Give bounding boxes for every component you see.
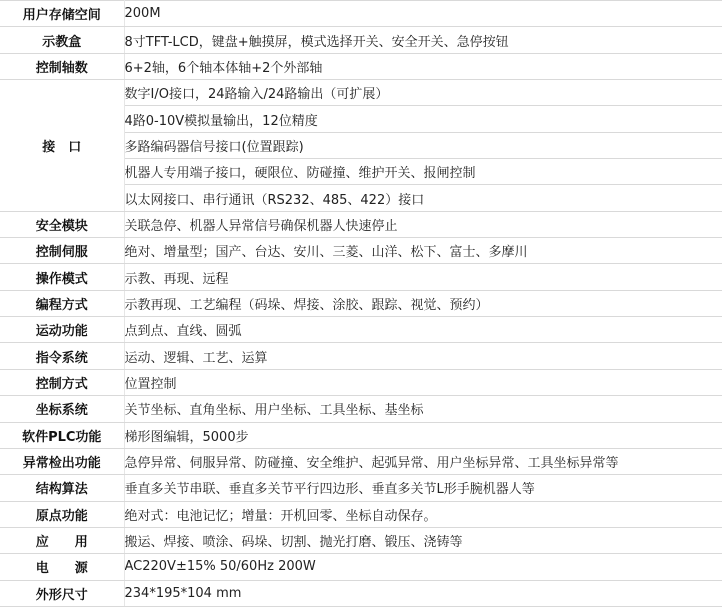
row-label: 软件PLC功能 (0, 422, 124, 448)
row-label: 安全模块 (0, 211, 124, 237)
row-label: 示教盒 (0, 27, 124, 53)
row-value: 200M (124, 1, 722, 27)
row-value: 6+2轴，6个轴本体轴+2个外部轴 (124, 53, 722, 79)
row-value: AC220V±15% 50/60Hz 200W (124, 554, 722, 580)
table-row (0, 211, 722, 237)
row-value: 运动、逻辑、工艺、运算 (124, 343, 722, 369)
row-value: 多路编码器信号接口(位置跟踪) (124, 132, 722, 158)
table-row (0, 343, 722, 369)
row-label: 原点功能 (0, 501, 124, 527)
row-label: 操作模式 (0, 264, 124, 290)
row-value: 位置控制 (124, 369, 722, 395)
row-label: 外形尺寸 (0, 580, 124, 606)
table-row (0, 53, 722, 79)
table-row (0, 1, 722, 27)
row-label: 应 用 (0, 527, 124, 553)
row-label: 控制轴数 (0, 53, 124, 79)
table-row (0, 264, 722, 290)
row-value: 8寸TFT-LCD，键盘+触摸屏，模式选择开关、安全开关、急停按钮 (124, 27, 722, 53)
row-value: 垂直多关节串联、垂直多关节平行四边形、垂直多关节L形手腕机器人等 (124, 475, 722, 501)
table-row (0, 396, 722, 422)
table-row (0, 238, 722, 264)
row-value: 点到点、直线、圆弧 (124, 317, 722, 343)
row-label: 结构算法 (0, 475, 124, 501)
row-value: 关联急停、机器人异常信号确保机器人快速停止 (124, 211, 722, 237)
table-row (0, 369, 722, 395)
row-value: 数字I/O接口，24路输入/24路输出（可扩展） (124, 80, 722, 106)
row-value: 机器人专用端子接口，硬限位、防碰撞、维护开关、报闸控制 (124, 159, 722, 185)
row-label: 指令系统 (0, 343, 124, 369)
row-value: 关节坐标、直角坐标、用户坐标、工具坐标、基坐标 (124, 396, 722, 422)
row-value: 4路0-10V模拟量输出，12位精度 (124, 106, 722, 132)
row-value: 示教、再现、远程 (124, 264, 722, 290)
row-value: 以太网接口、串行通讯（RS232、485、422）接口 (124, 185, 722, 211)
table-row (0, 290, 722, 316)
spec-table-body (0, 1, 722, 607)
row-label: 接 口 (0, 80, 124, 212)
row-label: 用户存储空间 (0, 1, 124, 27)
table-row (0, 554, 722, 580)
row-value: 示教再现、工艺编程（码垛、焊接、涂胶、跟踪、视觉、预约） (124, 290, 722, 316)
row-value: 急停异常、伺服异常、防碰撞、安全维护、起弧异常、用户坐标异常、工具坐标异常等 (124, 448, 722, 474)
row-label: 坐标系统 (0, 396, 124, 422)
table-row (0, 475, 722, 501)
table-row (0, 527, 722, 553)
row-value: 绝对式：电池记忆；增量：开机回零、坐标自动保存。 (124, 501, 722, 527)
row-value: 234*195*104 mm (124, 580, 722, 606)
row-value: 绝对、增量型；国产、台达、安川、三菱、山洋、松下、富士、多摩川 (124, 238, 722, 264)
table-row (0, 580, 722, 606)
row-label: 电 源 (0, 554, 124, 580)
table-row (0, 317, 722, 343)
row-value: 梯形图编辑，5000步 (124, 422, 722, 448)
table-row (0, 448, 722, 474)
table-row (0, 501, 722, 527)
row-value: 搬运、焊接、喷涂、码垛、切割、抛光打磨、锻压、浇铸等 (124, 527, 722, 553)
row-label: 控制方式 (0, 369, 124, 395)
row-label: 异常检出功能 (0, 448, 124, 474)
row-label: 运动功能 (0, 317, 124, 343)
table-row (0, 422, 722, 448)
table-row (0, 80, 722, 106)
table-row (0, 27, 722, 53)
row-label: 编程方式 (0, 290, 124, 316)
row-label: 控制伺服 (0, 238, 124, 264)
